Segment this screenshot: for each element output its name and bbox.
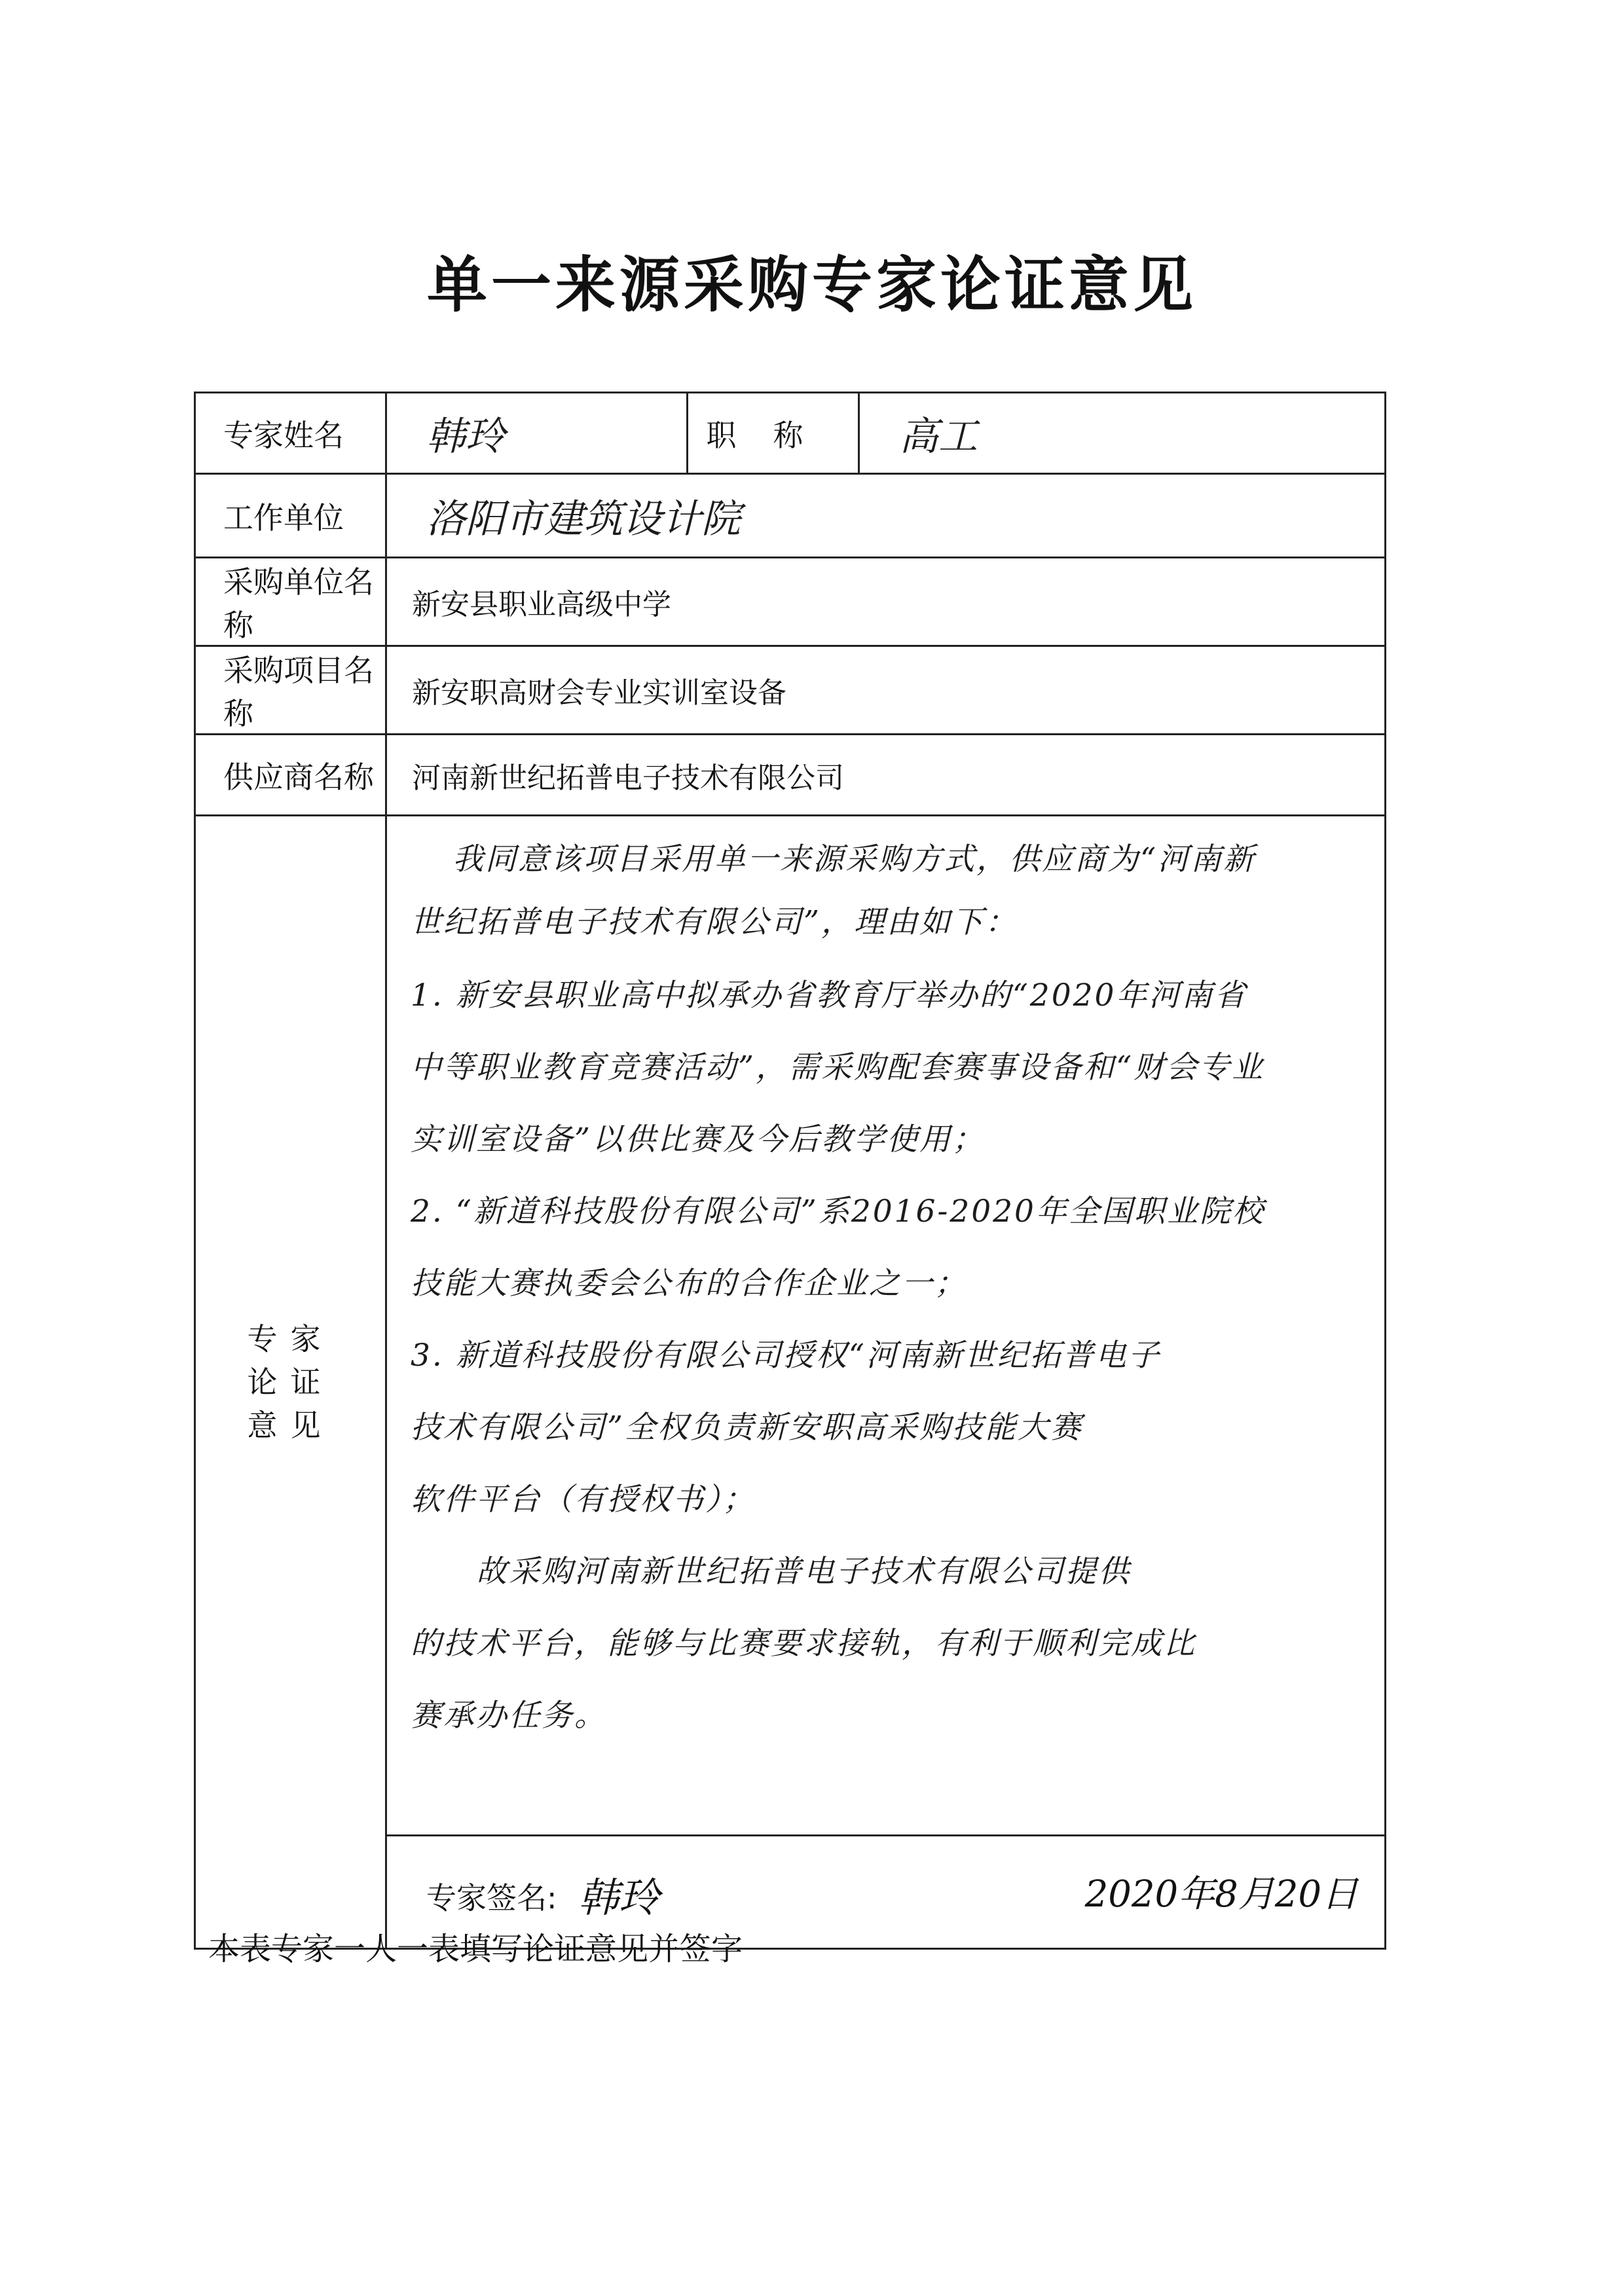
opinion-line: 的技术平台，能够与比赛要求接轨，有利于顺利完成比 xyxy=(411,1626,1196,1662)
work-unit-value: 洛阳市建筑设计院 xyxy=(386,474,1386,558)
signature-name: 韩玲 xyxy=(578,1874,660,1922)
supplier-label: 供应商名称 xyxy=(195,735,386,816)
expert-name-label: 专家姓名 xyxy=(195,393,386,474)
signature-label: 专家签名: xyxy=(426,1880,557,1916)
opinion-line: 3. 新道科技股份有限公司授权“河南新世纪拓普电子 xyxy=(411,1338,1161,1374)
opinion-label-line1: 专家 xyxy=(247,1321,334,1357)
expert-name-value: 韩玲 xyxy=(386,393,688,474)
signature-date: 2020年8月20日 xyxy=(1084,1873,1358,1916)
opinion-line: 我同意该项目采用单一来源采购方式，供应商为“河南新 xyxy=(452,841,1257,877)
expert-opinion-form xyxy=(194,392,1386,1950)
form-title: 单一来源采购专家论证意见 xyxy=(426,249,1197,320)
purchaser-label: 采购单位名称 xyxy=(195,558,386,646)
row-purchaser xyxy=(195,558,1386,646)
opinion-line: 赛承办任务。 xyxy=(411,1698,607,1734)
opinion-line: 故采购河南新世纪拓普电子技术有限公司提供 xyxy=(411,1554,1131,1590)
supplier-value: 河南新世纪拓普电子技术有限公司 xyxy=(386,735,1386,816)
opinion-line: 软件平台（有授权书）； xyxy=(411,1482,756,1518)
opinion-line: 1. 新安县职业高中拟承办省教育厅举办的“2020年河南省 xyxy=(411,977,1247,1013)
project-label: 采购项目名称 xyxy=(195,646,386,735)
footnote: 本表专家一人一表填写论证意见并签字 xyxy=(208,1931,743,1967)
work-unit-label: 工作单位 xyxy=(195,474,386,558)
opinion-line: 2. “新道科技股份有限公司”系2016-2020年全国职业院校 xyxy=(411,1194,1265,1230)
opinion-line: 技能大赛执委会公布的合作企业之一； xyxy=(411,1266,967,1302)
row-work-unit xyxy=(195,474,1386,558)
row-supplier xyxy=(195,735,1386,816)
opinion-label-line3: 意见 xyxy=(247,1408,334,1443)
opinion-line: 技术有限公司”全权负责新安职高采购技能大赛 xyxy=(411,1410,1084,1446)
job-title-label: 职称 xyxy=(688,393,859,474)
opinion-body xyxy=(386,816,1386,1836)
row-project xyxy=(195,646,1386,735)
row-expert-name xyxy=(195,393,1386,474)
opinion-label-line2: 论证 xyxy=(247,1364,334,1400)
purchaser-value: 新安县职业高级中学 xyxy=(386,558,1386,646)
row-opinion xyxy=(195,816,1386,1836)
opinion-line: 世纪拓普电子技术有限公司”，理由如下： xyxy=(411,904,1018,940)
opinion-line: 中等职业教育竞赛活动”，需采购配套赛事设备和“财会专业 xyxy=(411,1049,1265,1085)
opinion-label xyxy=(195,816,386,1949)
job-title-value: 高工 xyxy=(859,393,1386,474)
opinion-line: 实训室设备”以供比赛及今后教学使用； xyxy=(411,1121,986,1157)
project-value: 新安职高财会专业实训室设备 xyxy=(386,646,1386,735)
